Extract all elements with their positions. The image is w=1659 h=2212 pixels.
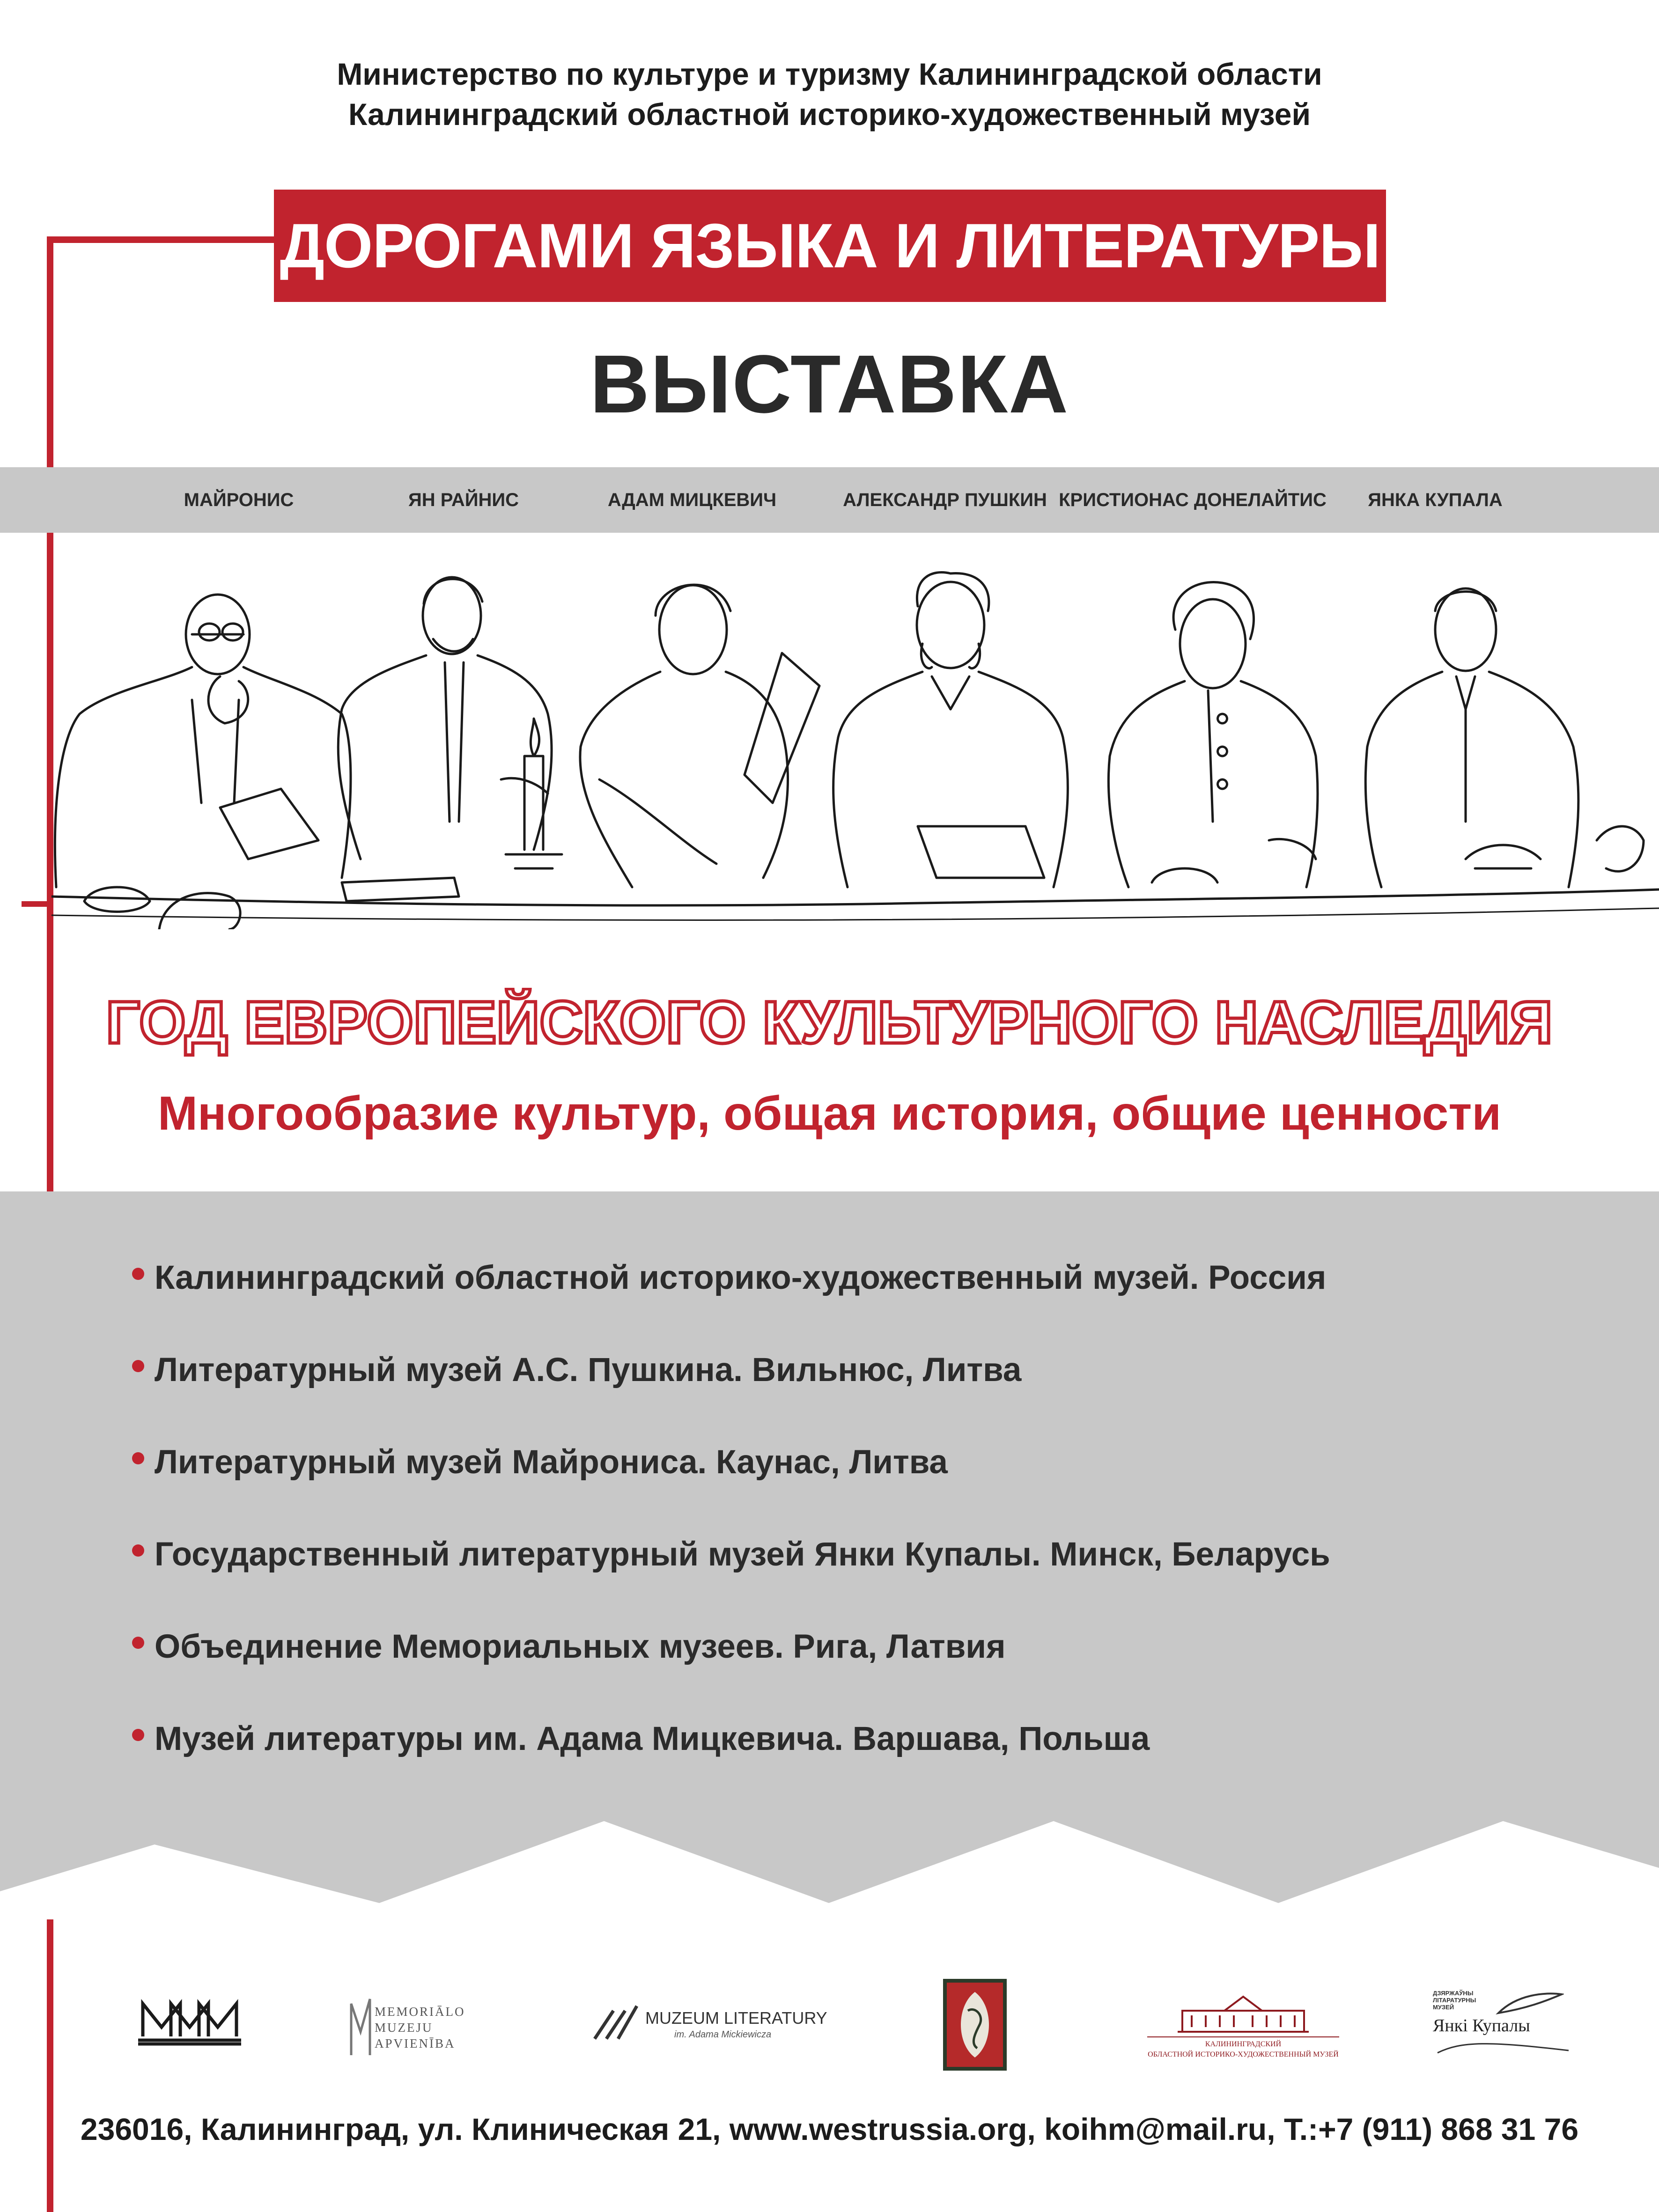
writer-name-donelaitis: КРИСТИОНАС ДОНЕЛАЙТИС (1059, 490, 1327, 510)
memorial-museums-logo: MEMORIĀLO MUZEJU APVIENĪBA (347, 1994, 440, 2060)
bullet-dot (132, 1268, 144, 1280)
red-frame-tick (22, 901, 50, 907)
teacup-right (1152, 868, 1217, 882)
figure-donelaitis (1108, 582, 1318, 887)
red-frame-horizontal-line (47, 236, 281, 243)
list-item: Литературный музей Майрониса. Каунас, Литва (155, 1439, 1606, 1531)
figure-kupala (1365, 588, 1644, 887)
partners-list (155, 1255, 1606, 1808)
title-banner (274, 190, 1386, 302)
pushkin-museum-logo (942, 1978, 1008, 2072)
figure-mickiewicz (580, 585, 819, 887)
writers-names-band (0, 467, 1659, 533)
quill-icon (590, 2001, 641, 2043)
bullet-dot (132, 1360, 144, 1372)
figure-rainis (338, 577, 552, 859)
bullet-dot (132, 1729, 144, 1741)
paper-sheet (342, 878, 459, 901)
bullet-dot (132, 1544, 144, 1557)
writer-name-kupala: ЯНКА КУПАЛА (1368, 490, 1503, 510)
organizer-museum: Калининградский областной историко-художественный музей (348, 97, 1311, 132)
zigzag-divider (0, 1798, 1659, 1919)
year-heading-svg (0, 988, 1659, 1058)
year-heading-block (0, 988, 1659, 1060)
writer-name-maironis: МАЙРОНИС (184, 490, 294, 510)
maironis-museum-logo (133, 1994, 246, 2046)
museum-building-icon (1173, 1992, 1313, 2034)
koihm-logo: КАЛИНИНГРАДСКИЙ ОБЛАСТНОЙ ИСТОРИКО-ХУДОЖЕСТВЕННЫЙ МУЗЕЙ (1147, 1992, 1339, 2067)
memorial-m-icon (347, 1994, 375, 2060)
year-heading: ГОД ЕВРОПЕЙСКОГО КУЛЬТУРНОГО НАСЛЕДИЯ (106, 989, 1553, 1056)
bullet-dot (132, 1452, 144, 1464)
organizers-header (0, 54, 1659, 134)
contact-address: 236016, Калининград, ул. Клиническая 21, www.westrussia.org, koihm@mail.ru, Т.:+7 (911) 868 31 76 (80, 2112, 1579, 2146)
exhibition-label: ВЫСТАВКА (590, 338, 1069, 430)
list-item: Литературный музей А.С. Пушкина. Вильнюс, Литва (155, 1347, 1606, 1439)
figure-maironis (55, 595, 350, 929)
slogan: Многообразие культур, общая история, общие ценности (157, 1087, 1502, 1140)
writer-name-rainis: ЯН РАЙНИС (408, 490, 519, 510)
muzeum-literatury-logo: MUZEUM LITERATURY im. Adama Mickiewicza (590, 2001, 852, 2048)
writer-name-pushkin: АЛЕКСАНДР ПУШКИН (843, 490, 1047, 510)
list-item: Калининградский областной историко-художественный музей. Россия (155, 1255, 1606, 1347)
feather-icon (1494, 1990, 1564, 2018)
partner-logos (0, 1957, 1659, 2097)
bullet-dot (132, 1637, 144, 1649)
organizer-ministry: Министерство по культуре и туризму Калининградской области (337, 57, 1322, 91)
writers-illustration (52, 559, 1659, 929)
kupala-museum-logo: ДЗЯРЖАЎНЫ ЛІТАРАТУРНЫ МУЗЕЙ Янкі Купалы (1433, 1990, 1573, 2055)
list-item: Объединение Мемориальных музеев. Рига, Латвия (155, 1624, 1606, 1716)
grass-ornament-icon (1433, 2036, 1573, 2055)
writer-name-mickiewicz: АДАМ МИЦКЕВИЧ (607, 490, 777, 510)
list-item: Музей литературы им. Адама Мицкевича. Варшава, Польша (155, 1716, 1606, 1808)
figure-pushkin (833, 573, 1068, 887)
exhibition-title: ДОРОГАМИ ЯЗЫКА И ЛИТЕРАТУРЫ (280, 211, 1380, 281)
list-item: Государственный литературный музей Янки Купалы. Минск, Беларусь (155, 1531, 1606, 1624)
